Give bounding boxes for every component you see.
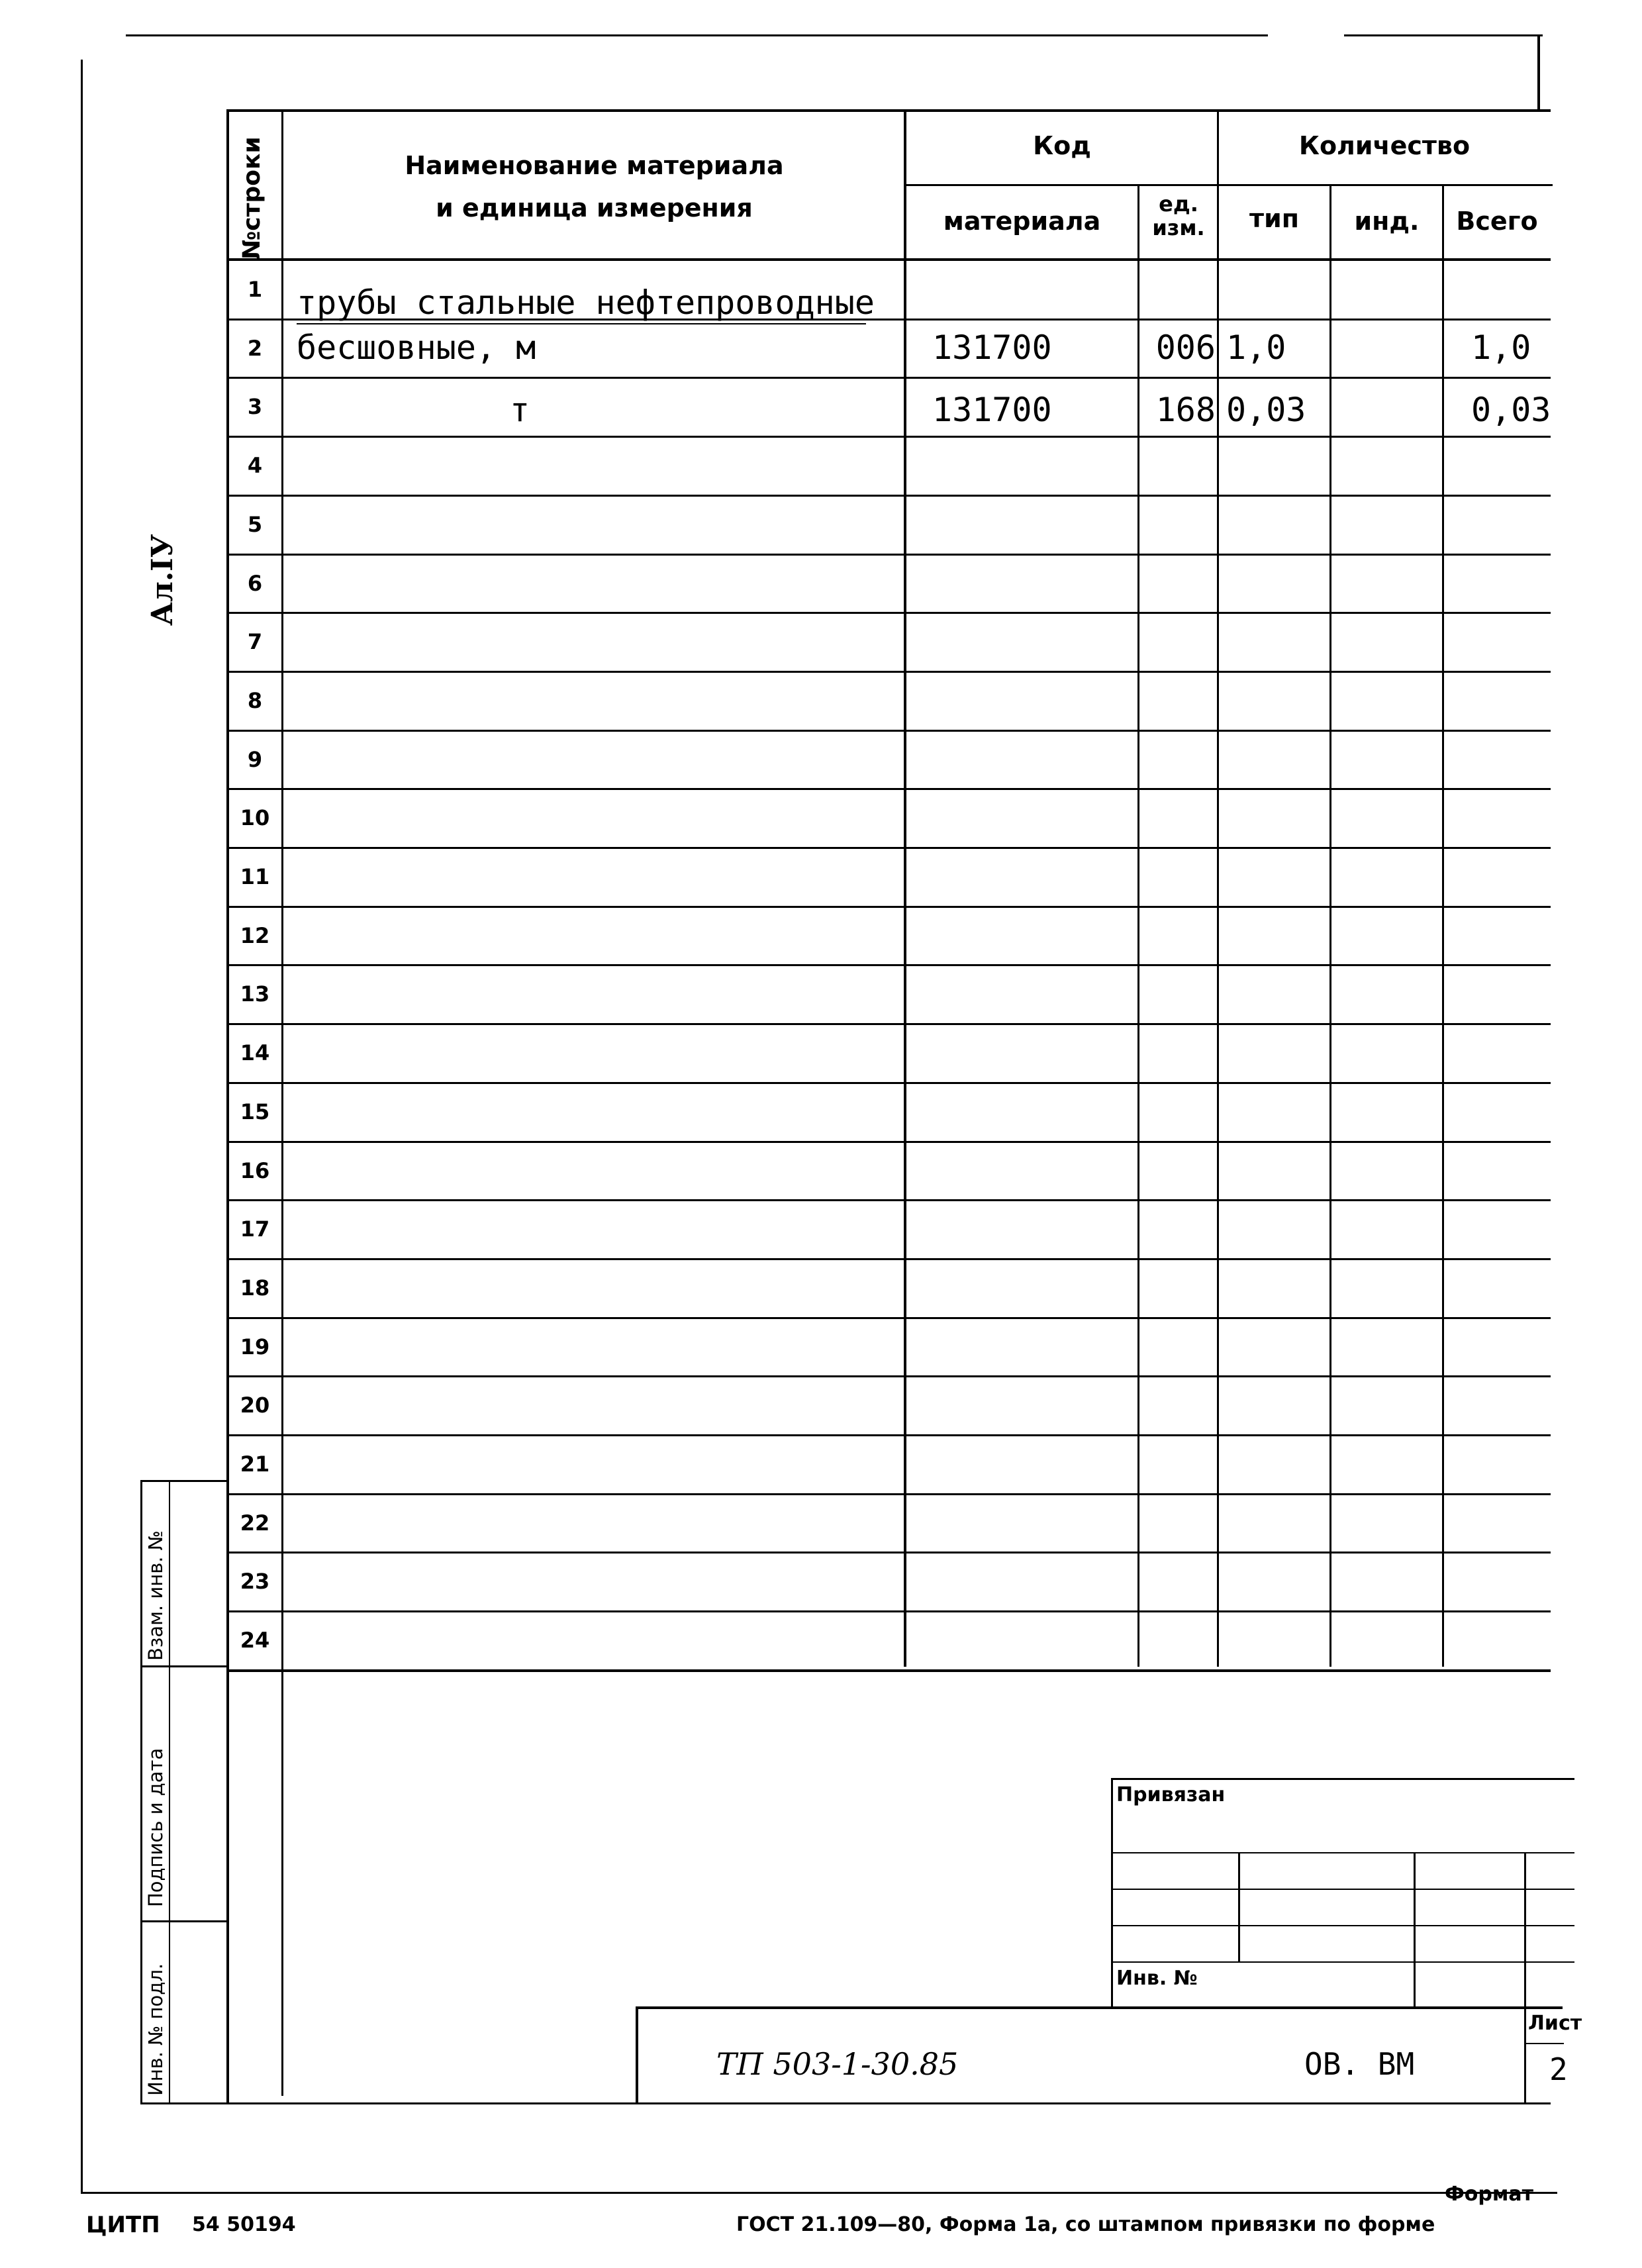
inv-no-label: Инв. № xyxy=(1116,1967,1198,1990)
document-suffix: ОВ. ВМ xyxy=(1304,2046,1415,2082)
row-number: 23 xyxy=(240,1569,270,1594)
format-label: Формат xyxy=(1445,2183,1533,2206)
row-number: 8 xyxy=(247,688,263,713)
row-number: 1 xyxy=(247,277,263,302)
bound-col-2 xyxy=(1414,1852,1416,2006)
bound-row-3 xyxy=(1111,1925,1574,1926)
row3-material: 131700 xyxy=(932,391,1052,429)
bound-box-top xyxy=(1111,1778,1574,1780)
row-number: 16 xyxy=(240,1158,270,1183)
row-number: 17 xyxy=(240,1216,270,1242)
row1-name-underline xyxy=(297,323,866,324)
col-line-name xyxy=(904,109,906,1667)
row-separator xyxy=(226,1552,1551,1553)
sheet-number: 2 xyxy=(1549,2051,1568,2087)
ind-header: инд. xyxy=(1354,207,1420,236)
code-header: Код xyxy=(1033,131,1091,160)
row-number: 7 xyxy=(247,629,263,654)
row-number: 9 xyxy=(247,747,263,772)
bottom-frame-line xyxy=(81,2192,1557,2194)
title-block-top xyxy=(636,2006,1563,2009)
right-frame-stub xyxy=(1537,34,1540,111)
margin-box-top xyxy=(140,1480,228,1482)
margin-box-bottom xyxy=(140,2102,228,2104)
row3-total: 0,03 xyxy=(1471,391,1551,429)
type-header: тип xyxy=(1249,204,1299,233)
row-number: 14 xyxy=(240,1040,270,1065)
sheet-box-left xyxy=(1524,2006,1526,2104)
row-separator xyxy=(226,1610,1551,1612)
row-number: 4 xyxy=(247,453,263,478)
row2-total: 1,0 xyxy=(1471,328,1531,367)
row-separator xyxy=(226,788,1551,790)
row-number: 6 xyxy=(247,571,263,596)
row3-type: 0,03 xyxy=(1226,391,1306,429)
total-header: Всего xyxy=(1456,207,1538,236)
quantity-header: Количество xyxy=(1298,131,1471,160)
top-border-left xyxy=(126,34,1268,36)
inv-orig-label: Инв. № подл. xyxy=(144,1963,167,2096)
row-number: 3 xyxy=(247,394,263,419)
row-separator xyxy=(226,1317,1551,1319)
margin-divider-1 xyxy=(140,1665,228,1667)
row-number: 5 xyxy=(247,512,263,537)
stamp-left-edge xyxy=(226,1667,229,2104)
bound-col-3 xyxy=(1524,1852,1526,2006)
row-separator xyxy=(226,1434,1551,1436)
row-number: 18 xyxy=(240,1275,270,1301)
row-separator xyxy=(226,554,1551,556)
replace-inv-label: Взам. инв. № xyxy=(144,1530,167,1661)
row-separator xyxy=(226,847,1551,849)
col-line-unit xyxy=(1217,109,1219,1667)
table-top-line xyxy=(226,109,1551,112)
row-separator xyxy=(226,1258,1551,1260)
row-number: 22 xyxy=(240,1510,270,1536)
row2-name: бесшовные, м xyxy=(297,328,536,367)
row-number: 13 xyxy=(240,981,270,1007)
row-number: 24 xyxy=(240,1628,270,1653)
sheet-label: Лист xyxy=(1528,2012,1582,2035)
row-number: 10 xyxy=(240,805,270,830)
row-number: 2 xyxy=(247,336,263,361)
row-separator xyxy=(226,1375,1551,1377)
row-number: 21 xyxy=(240,1452,270,1477)
margin-divider-2 xyxy=(140,1920,228,1922)
row-separator xyxy=(226,1082,1551,1084)
side-sheet-label: Ал.IУ xyxy=(146,534,179,626)
row-separator xyxy=(226,1141,1551,1143)
col-line-material xyxy=(1137,184,1139,1667)
col-line-type xyxy=(1329,184,1331,1667)
signature-date-label: Подпись и дата xyxy=(144,1748,167,1907)
name-header-line2: и единица измерения xyxy=(436,193,753,222)
header-sub-line xyxy=(904,184,1553,186)
bound-row-4 xyxy=(1111,1961,1574,1963)
row-separator xyxy=(226,377,1551,379)
left-frame-line xyxy=(81,60,83,2192)
row-number: 20 xyxy=(240,1393,270,1418)
document-code: ТП 503-1-30.85 xyxy=(716,2046,959,2082)
row-number: 15 xyxy=(240,1099,270,1124)
publisher-number: 54 50194 xyxy=(192,2213,296,2236)
bound-box-left xyxy=(1111,1778,1113,2006)
row2-type: 1,0 xyxy=(1226,328,1286,367)
name-header-line1: Наименование материала xyxy=(405,151,784,180)
row-separator xyxy=(226,730,1551,732)
bound-row-1 xyxy=(1111,1852,1574,1853)
bound-row-2 xyxy=(1111,1889,1574,1890)
bound-col-1 xyxy=(1238,1852,1240,1963)
margin-box-inner xyxy=(169,1480,170,2102)
unit-header: ед. изм. xyxy=(1152,191,1205,240)
row-separator xyxy=(226,906,1551,908)
bound-label: Привязан xyxy=(1116,1783,1226,1806)
row-number: 19 xyxy=(240,1334,270,1359)
stamp-bottom xyxy=(226,2102,1551,2104)
top-border-right xyxy=(1344,34,1543,36)
row3-name: т xyxy=(510,391,530,429)
col-line-rowno xyxy=(281,109,283,2096)
row1-name: трубы стальные нефтепроводные xyxy=(297,283,875,322)
row-separator xyxy=(226,1493,1551,1495)
row-separator xyxy=(226,964,1551,966)
row-separator xyxy=(226,495,1551,497)
publisher-label: ЦИТП xyxy=(86,2212,160,2238)
row-separator xyxy=(226,612,1551,614)
row-separator xyxy=(226,1669,1551,1672)
col-line-ind xyxy=(1442,184,1444,1667)
gost-standard: ГОСТ 21.109—80, Форма 1а, со штампом привязки по форме xyxy=(736,2213,1435,2236)
row-separator xyxy=(226,436,1551,438)
margin-box-left xyxy=(140,1480,142,2102)
row-number: 12 xyxy=(240,923,270,948)
row-number: 11 xyxy=(240,864,270,889)
sheet-box-divider xyxy=(1524,2043,1564,2044)
title-block-left xyxy=(636,2006,638,2104)
row3-unit: 168 xyxy=(1155,391,1216,429)
header-bottom-line xyxy=(226,258,1551,261)
row-separator xyxy=(226,1199,1551,1201)
row-separator xyxy=(226,1023,1551,1025)
material-header: материала xyxy=(943,207,1101,236)
row-separator xyxy=(226,671,1551,673)
row2-material: 131700 xyxy=(932,328,1052,367)
row2-unit: 006 xyxy=(1155,328,1216,367)
